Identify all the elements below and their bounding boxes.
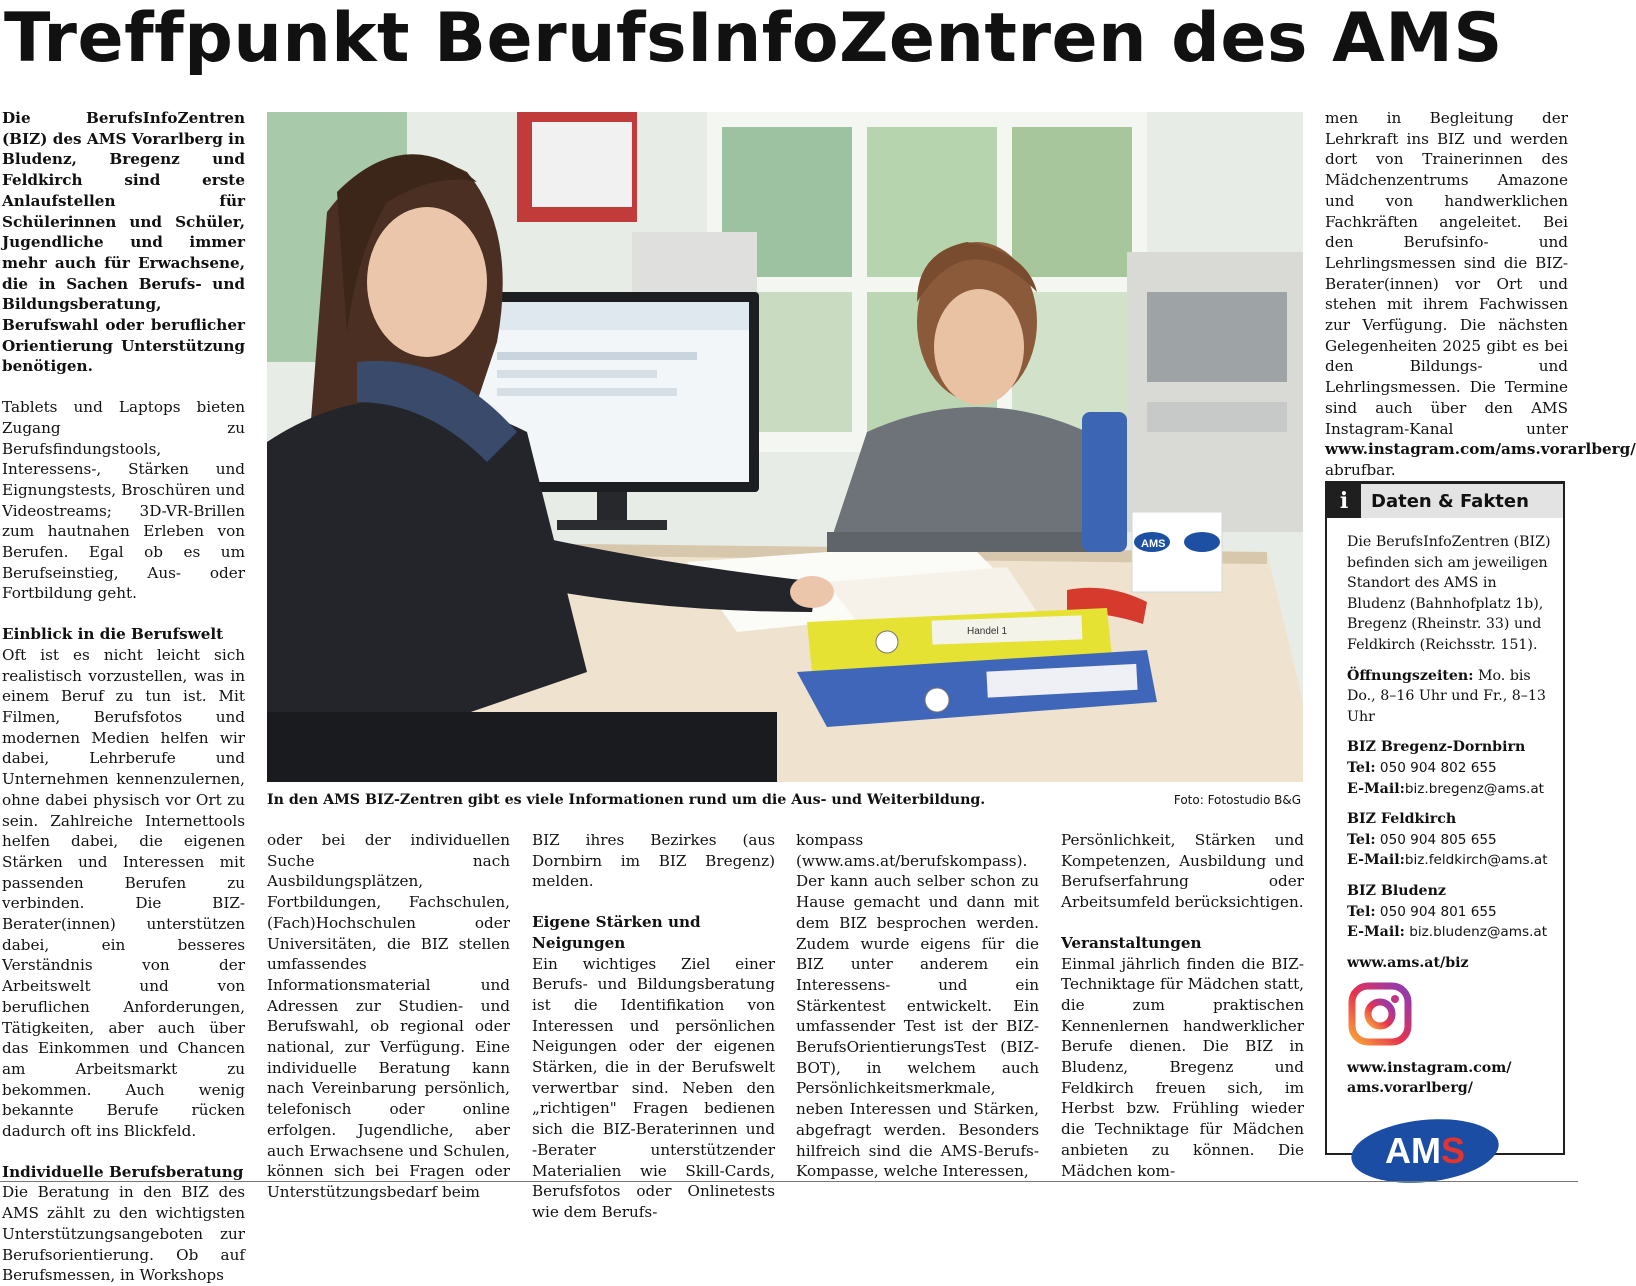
office-email — [1347, 850, 1557, 871]
subheading: Veranstaltungen — [1061, 933, 1202, 952]
office-phone — [1347, 830, 1557, 851]
instagram-link-text[interactable]: www.instagram.com/ams.vorarlberg/ — [1325, 440, 1636, 459]
fact-intro: Die BerufsInfoZentren (BIZ) befinden sich am jeweiligen Standort des AMS in Bludenz (Bahnhofplatz 1b), Bregenz (Rheinstr. 33) und Feldkirch (Reichsstr. 151). — [1347, 534, 1551, 653]
ams-logo-text: AMS — [1385, 1130, 1466, 1172]
body-paragraph: Persönlichkeit, Stärken und Kompetenzen, Ausbildung und Berufserfahrung oder Arbeitsumfeld berücksichtigen. — [1061, 831, 1304, 912]
subheading: Einblick in die Berufswelt — [2, 625, 224, 644]
phone-label: Tel: — [1347, 831, 1376, 848]
opening-hours — [1347, 666, 1557, 728]
body-paragraph: Oft ist es nicht leicht sich realistisch vorzustellen, was in einem Beruf zu tun ist. Mit Filmen, Berufsfotos und modernen Medien helfen wir dabei, Lehrberufe und Unternehmen kennenzulernen, ohne dabei physisch vor Ort zu sein. Zahlreiche Internettools helfen dabei, die eigenen Stärken und Interessen mit passenden Berufen zu verbinden. Die BIZ-Berater(innen) unterstützen dabei, ein besseres Verständnis von der Arbeitswelt und von beruflichen Anforderungen, Tätigkeiten, aber auch über das Einkommen und Chancen am Arbeitsmarkt zu bekommen. Auch wenig bekannte Berufe rücken dadurch oft ins Blickfeld. — [2, 645, 245, 1141]
phone-label: Tel: — [1347, 759, 1376, 776]
email-label: E-Mail: — [1347, 852, 1405, 869]
caption-text: In den AMS BIZ-Zentren gibt es viele Informationen rund um die Aus- und Weiterbildung. — [267, 792, 986, 808]
fact-box-header — [1327, 481, 1563, 518]
text-column-3 — [532, 830, 775, 1221]
phone-value: 050 904 801 655 — [1375, 903, 1497, 920]
text-column-1 — [2, 108, 245, 1285]
hours-label: Öffnungszeiten: — [1347, 667, 1474, 684]
phone-label: Tel: — [1347, 903, 1376, 920]
instagram-icon[interactable] — [1347, 981, 1413, 1047]
body-text-end: abrufbar. — [1325, 460, 1396, 479]
email-value[interactable]: biz.bregenz@ams.at — [1404, 780, 1545, 797]
instagram-link[interactable]: www.instagram.com/ ams.vorarlberg/ — [1347, 1059, 1512, 1097]
ams-logo — [1347, 1113, 1517, 1185]
fact-box-body — [1327, 518, 1563, 1192]
cube-label: AMS — [1141, 538, 1166, 550]
office-phone — [1347, 758, 1557, 779]
body-paragraph: Ein wichtiges Ziel einer Berufs- und Bildungsberatung ist die Identifikation von Interessen und persönlichen Neigungen oder der eigenen Stärken, die in der Berufswelt verwertbar sind. Neben den „richtigen" Fragen bedienen sich die BIZ-Beraterinnen und -Berater unterstützender Materialien wie Skill-Cards, Berufsfotos oder Onlinetests wie dem Berufs- — [532, 954, 775, 1221]
email-label: E-Mail: — [1347, 924, 1405, 941]
photo-illustration — [267, 112, 1303, 782]
body-paragraph: BIZ ihres Bezirkes (aus Dornbirn im BIZ Bregenz) melden. — [532, 831, 775, 891]
office-phone — [1347, 902, 1557, 923]
body-paragraph — [1325, 108, 1636, 481]
body-paragraph: Tablets und Laptops bieten Zugang zu Berufsfindungstools, Interessens-, Stärken und Eignungstests, Broschüren und Videostreams; 3D-VR-Brillen zum hautnahen Erleben von Berufen. Egal ob es um Berufseinstieg, Aus- oder Fortbildung geht. — [2, 398, 245, 603]
office-email — [1347, 922, 1557, 943]
body-paragraph: kompass (www.ams.at/berufskompass). Der kann auch selber schon zu Hause gemacht und dann mit dem BIZ besprochen werden. Zudem wurde eigens für die BIZ unter anderem ein Interessens- und ein Stärkentest entwickelt. Ein umfassender Test ist der BIZ-BerufsOrientierungsTest (BIZ-BOT), in welchem auch Persönlichkeitsmerkmale, neben Interessen und Stärken, abgefragt werden. Besonders hilfreich sind die AMS-Berufs-Kompasse, welche Interessen, — [796, 831, 1039, 1181]
office-name: BIZ Bregenz-Dornbirn — [1347, 739, 1526, 756]
email-label: E-Mail: — [1347, 780, 1405, 797]
hours-value: Mo. bis Do., 8–16 Uhr und Fr., 8–13 Uhr — [1347, 667, 1546, 725]
photo-caption — [267, 789, 1303, 811]
website-link[interactable]: www.ams.at/biz — [1347, 954, 1469, 971]
subheading: Individuelle Berufsberatung — [2, 1162, 244, 1181]
office-email — [1347, 779, 1557, 800]
folder-label: Handel 1 — [967, 626, 1008, 637]
subheading: Eigene Stärken und Neigungen — [532, 913, 701, 952]
email-value[interactable]: biz.feldkirch@ams.at — [1404, 852, 1548, 869]
fact-box — [1325, 481, 1565, 1172]
article-photo — [267, 112, 1303, 782]
office-name: BIZ Feldkirch — [1347, 811, 1457, 828]
email-value[interactable]: biz.bludenz@ams.at — [1404, 924, 1548, 941]
body-text: men in Begleitung der Lehrkraft ins BIZ und werden dort von Trainerinnen des Mädchenzentrums Amazone und von handwerklichen Fachkräften angeleitet. Bei den Berufsinfo- und Lehrlingsmessen sind die BIZ-Berater(innen) vor Ort und stehen mit ihrem Fachwissen zur Verfügung. Die nächsten Gelegenheiten 2025 gibt es bei den Bildungs- und Lehrlingsmessen. Die Termine sind auch über den AMS Instagram-Kanal unter — [1325, 109, 1568, 438]
text-column-6 — [1325, 108, 1636, 479]
body-paragraph: oder bei der individuellen Suche nach Ausbildungsplätzen, Fortbildungen, Fachschulen, (Fach)Hochschulen oder Universitäten, die BIZ stellen umfassendes Informationsmaterial und Adressen zur Studien- und Berufswahl, ob regional oder national, zur Verfügung. Eine individuelle Beratung kann nach Vereinbarung persönlich, telefonisch oder online erfolgen. Jugendliche, aber auch Erwachsene und Schulen, können sich bei Fragen oder Unterstützungsbedarf beim — [267, 831, 510, 1201]
article-title: Treffpunkt BerufsInfoZentren des AMS — [4, 0, 1503, 78]
lead-paragraph: Die BerufsInfoZentren (BIZ) des AMS Vorarlberg in Bludenz, Bregenz und Feldkirch sind erste Anlaufstellen für Schülerinnen und Schüler, Jugendliche und immer mehr auch für Erwachsene, die in Sachen Berufs- und Bildungsberatung, Berufswahl oder beruflicher Orientierung Unterstützung benötigen. — [2, 109, 245, 376]
fact-box-title: Daten & Fakten — [1371, 490, 1529, 512]
body-paragraph: Einmal jährlich finden die BIZ- Techniktage für Mädchen statt, die zum praktischen Kennenlernen handwerklicher Berufe dienen. Die BIZ in Bludenz, Bregenz und Feldkirch freuen sich, im Herbst bzw. Frühling wieder die Techniktage für Mädchen anbieten zu können. Die Mädchen kom- — [1061, 954, 1304, 1180]
phone-value: 050 904 805 655 — [1375, 831, 1497, 848]
text-column-2 — [267, 830, 510, 1201]
text-column-4 — [796, 830, 1039, 1181]
bottom-rule — [0, 1181, 1578, 1182]
photo-credit: Foto: Fotostudio B&G — [1173, 793, 1301, 807]
text-column-5 — [1061, 830, 1304, 1180]
body-paragraph: Die Beratung in den BIZ des AMS zählt zu den wichtigsten Unterstützungsangeboten zur Berufsorientierung. Ob auf Berufsmessen, in Workshops — [2, 1183, 245, 1285]
office-name: BIZ Bludenz — [1347, 882, 1446, 899]
phone-value: 050 904 802 655 — [1375, 759, 1497, 776]
info-icon: i — [1327, 484, 1361, 518]
